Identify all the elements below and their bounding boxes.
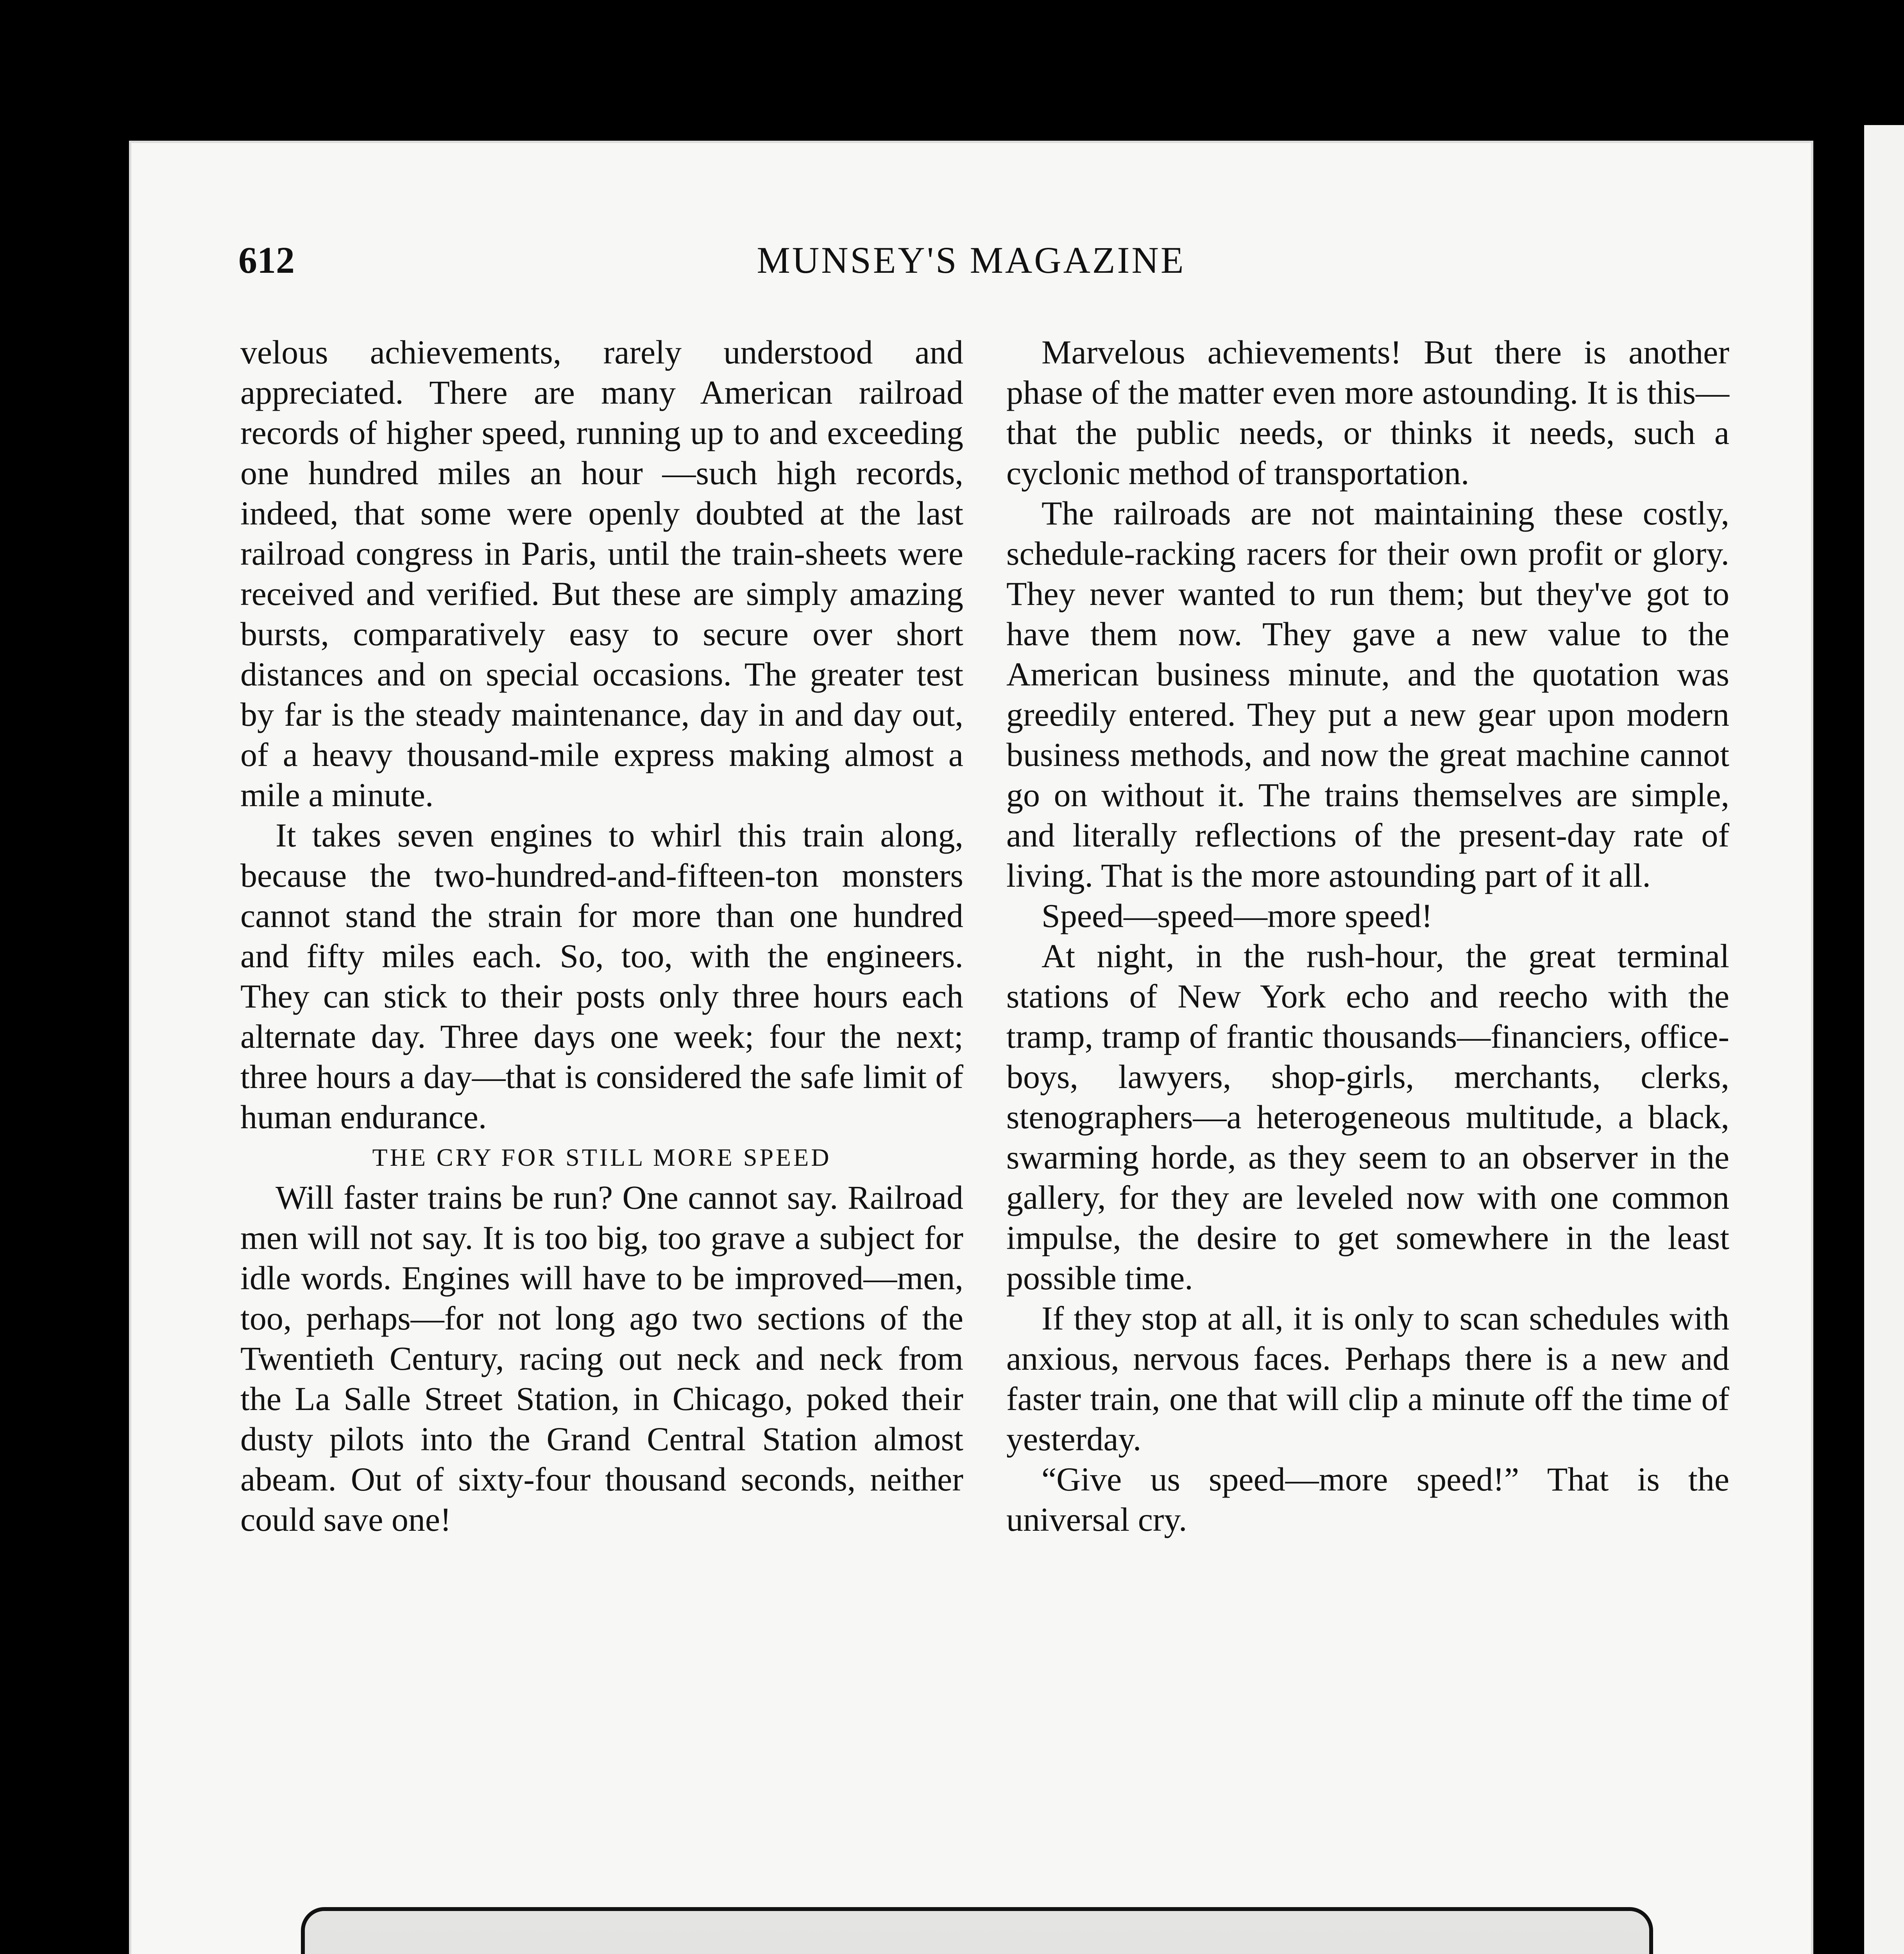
right-column <box>1006 332 1729 1540</box>
right-paragraph-6: “Give us speed—more speed!” That is the universal cry. <box>1006 1460 1729 1538</box>
right-paragraph-2: The railroads are not maintaining these costly, schedule-racking racers for their own profit or glory. They never wanted to run them; but they've got to have them now. They gave a new value to the American business minute, and the quotation was greedily entered. They put a new gear upon modern business methods, and now the great machine cannot go on without it. The trains themselves are simple, and literally reflections of the present-day rate of living. That is the more astounding part of it all. <box>1006 494 1729 894</box>
page-number: 612 <box>238 239 295 281</box>
right-paragraph-1: Marvelous achievements! But there is another phase of the matter even more astounding. It is this—that the public needs, or thinks it needs, such a cyclonic method of transportation. <box>1006 333 1729 492</box>
sky <box>305 1911 1649 1954</box>
right-paragraph-5: If they stop at all, it is only to scan schedules with anxious, nervous faces. Perhaps there is a new and faster train, one that will clip a minute off the time of yesterday. <box>1006 1299 1729 1458</box>
left-paragraph-1: velous achievements, rarely understood and appreciated. There are many American railroad records of higher speed, running up to and exceeding one hundred miles an hour —such high records, indeed, that some were openly doubted at the last railroad congress in Paris, until the train-sheets were received and verified. But these are simply amazing bursts, comparatively easy to secure over short distances and on special occasions. The greater test by far is the steady maintenance, day in and day out, of a heavy thousand-mile express making almost a mile a minute. <box>240 333 963 814</box>
motor-boat-illustration <box>301 1907 1653 1954</box>
left-column <box>240 332 963 1540</box>
section-heading: THE CRY FOR STILL MORE SPEED <box>372 1143 832 1171</box>
page-header <box>129 238 1813 285</box>
left-paragraph-3: Will faster trains be run? One cannot say. Railroad men will not say. It is too big, too grave a subject for idle words. Engines will have to be improved—men, too, perhaps—for not long ago two sections of the Twentieth Century, racing out neck and neck from the La Salle Street Station, in Chicago, poked their dusty pilots into the Grand Central Station almost abeam. Out of sixty-four thousand seconds, neither could save one! <box>240 1179 963 1538</box>
motor-boat-drawing <box>305 1911 1649 1954</box>
adjacent-page-edge <box>1864 125 1904 1954</box>
right-paragraph-4: At night, in the rush-hour, the great terminal stations of New York echo and reecho with the tramp, tramp of frantic thousands—financiers, office-boys, lawyers, shop-girls, merchants, clerks, stenographers—a heterogeneous multitude, a black, swarming horde, as they seem to an observer in the gallery, for they are leveled now with one common impulse, the desire to get somewhere in the least possible time. <box>1006 937 1729 1297</box>
motor-boat-figure <box>301 1907 1653 1954</box>
right-paragraph-3: Speed—speed—more speed! <box>1041 897 1433 934</box>
left-paragraph-2: It takes seven engines to whirl this train along, because the two-hundred-and-fifteen-ton monsters cannot stand the strain for more than one hundred and fifty miles each. So, too, with the engineers. They can stick to their posts only three hours each alternate day. Three days one week; four the next; three hours a day—that is considered the safe limit of human endurance. <box>240 816 963 1136</box>
running-head: MUNSEY'S MAGAZINE <box>757 239 1186 281</box>
magazine-page <box>129 141 1813 1954</box>
